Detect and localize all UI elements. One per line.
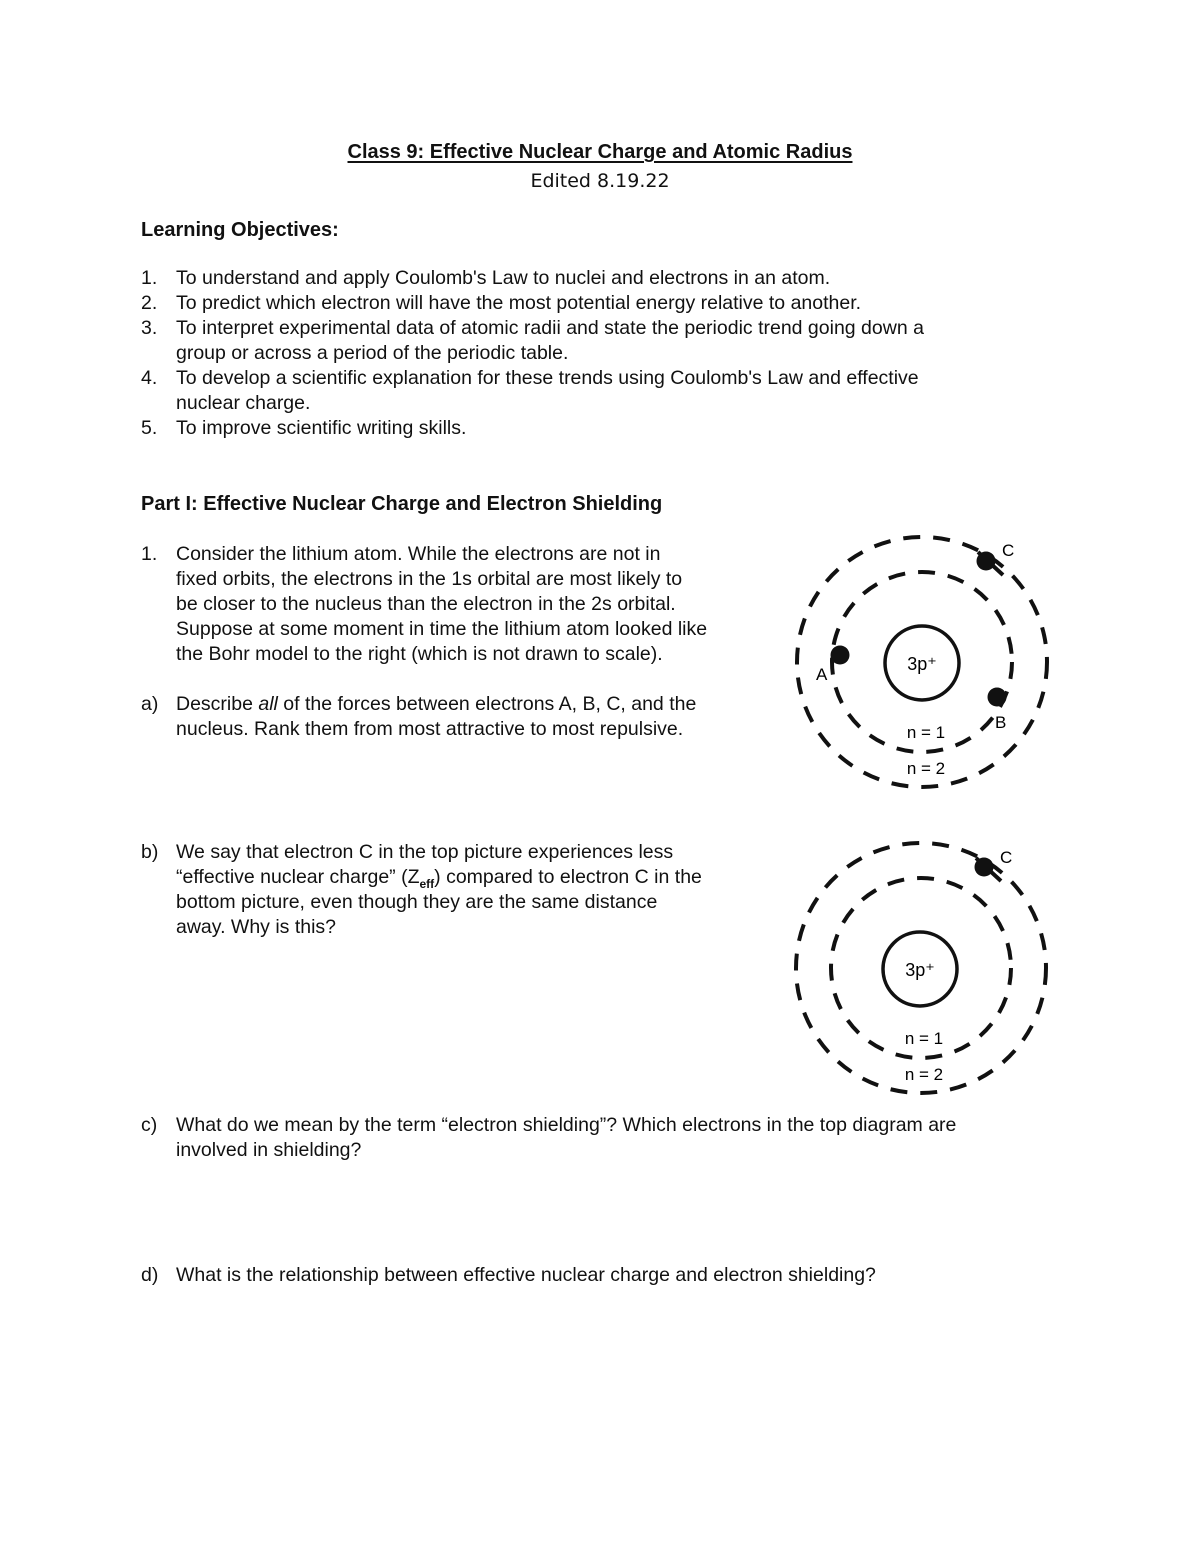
outer-orbit-label: n = 2: [904, 1065, 944, 1084]
nucleus-label: 3p⁺: [907, 654, 937, 674]
objectives-heading: Learning Objectives:: [141, 219, 339, 241]
nucleus-label: 3p⁺: [905, 960, 935, 980]
electron-a-label: A: [816, 665, 828, 684]
electron-b: [988, 688, 1007, 707]
page-title: Class 9: Effective Nuclear Charge and Atomic Radius: [347, 141, 853, 163]
bohr-model-bottom: [790, 836, 1060, 1096]
electron-a: [831, 646, 850, 665]
edited-date: Edited 8.19.22: [530, 170, 670, 192]
electron-c: [977, 552, 996, 571]
inner-orbit-label: n = 1: [906, 723, 946, 742]
electron-b-label: B: [995, 713, 1007, 732]
electron-c-label: C: [1002, 541, 1015, 560]
part1-heading: Part I: Effective Nuclear Charge and Electron Shielding: [141, 493, 663, 515]
inner-orbit-label: n = 1: [904, 1029, 944, 1048]
bohr-model-top: [790, 530, 1060, 790]
electron-c: [975, 858, 994, 877]
outer-orbit-label: n = 2: [906, 759, 946, 778]
electron-c-label: C: [1000, 848, 1013, 867]
